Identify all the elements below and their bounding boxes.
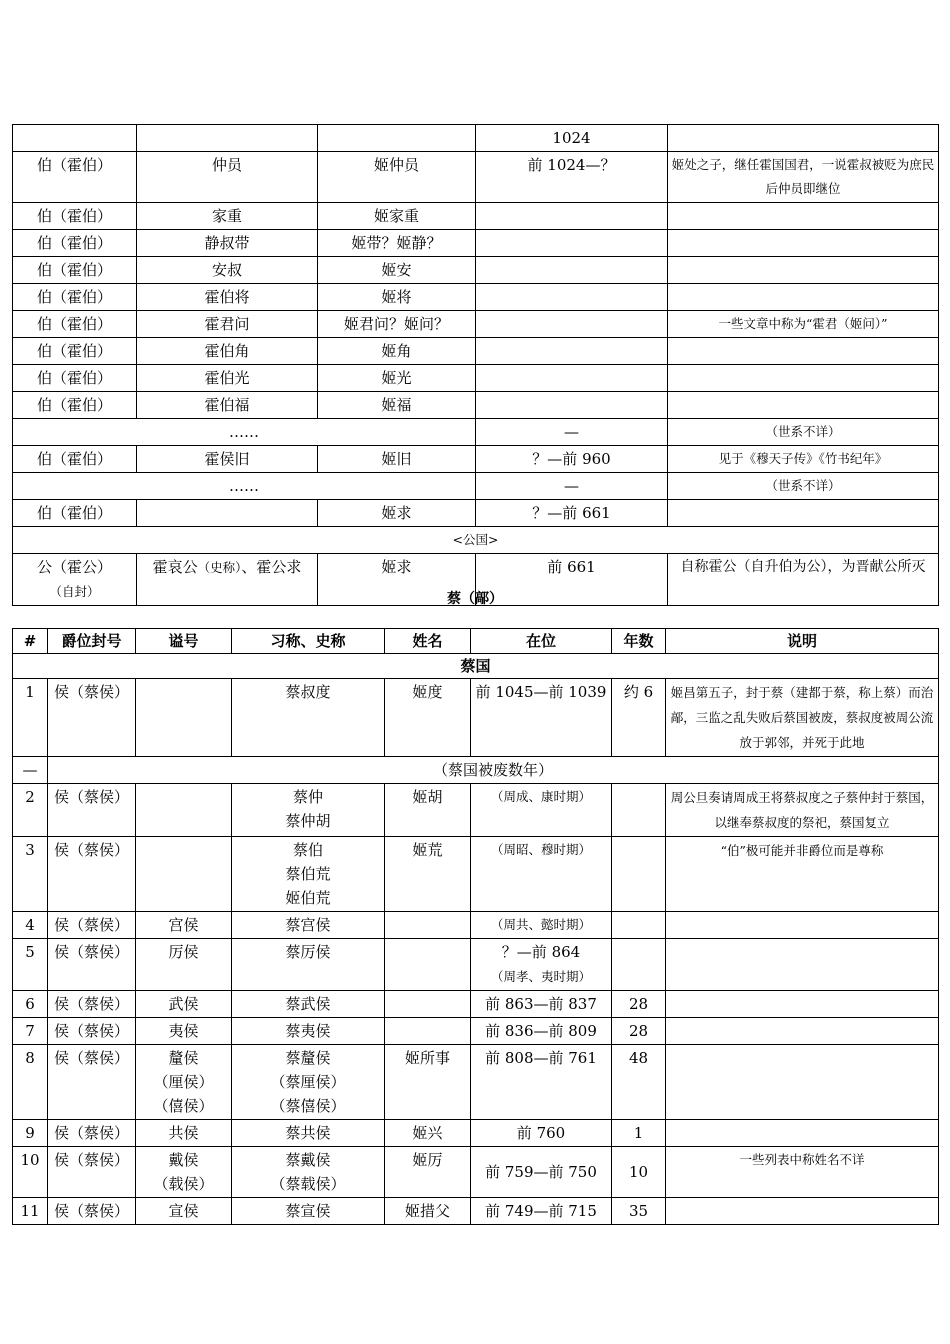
personal-name-cell: 姬求 bbox=[318, 554, 476, 606]
table-row bbox=[13, 257, 939, 284]
personal-name-cell: 姬荒 bbox=[385, 837, 471, 912]
number-cell: 5 bbox=[13, 939, 48, 991]
number-cell: 10 bbox=[13, 1147, 48, 1198]
number-cell: — bbox=[13, 757, 48, 784]
years-cell: 1 bbox=[612, 1120, 666, 1147]
personal-name-cell: 姬求 bbox=[318, 500, 476, 527]
rank-note: （自封） bbox=[49, 584, 100, 599]
name-line: 蔡仲 bbox=[292, 788, 323, 806]
note-cell: 姬处之子，继任霍国国君，一说霍叔被贬为庶民后仲员即继位 bbox=[668, 152, 939, 203]
cai-rulers-table bbox=[12, 628, 939, 1225]
note-cell bbox=[668, 203, 939, 230]
personal-name-cell: 姬胡 bbox=[385, 784, 471, 837]
posthumous-cell: 夷侯 bbox=[136, 1018, 232, 1045]
table-row bbox=[13, 338, 939, 365]
personal-name-cell: 姬所事 bbox=[385, 1045, 471, 1120]
note-cell bbox=[666, 912, 939, 939]
years-cell: 约 6 bbox=[612, 679, 666, 757]
reign-cell: 前 749—前 715 bbox=[471, 1198, 612, 1225]
reign-cell bbox=[471, 939, 612, 991]
reign-cell: 前 760 bbox=[471, 1120, 612, 1147]
common-name-cell: 蔡共侯 bbox=[232, 1120, 385, 1147]
header-notes: 说明 bbox=[666, 629, 939, 654]
section-title: 蔡（鄗） bbox=[447, 591, 503, 607]
ellipsis-cell: …… bbox=[13, 419, 476, 446]
rank-cell: 侯（蔡侯） bbox=[48, 912, 136, 939]
reign-cell: 前 759—前 750 bbox=[471, 1147, 612, 1198]
reign-cell: 前 1045—前 1039 bbox=[471, 679, 612, 757]
note-cell: 自称霍公（自升伯为公），为晋献公所灭 bbox=[668, 554, 939, 606]
table-row bbox=[13, 125, 939, 152]
table-row bbox=[13, 991, 939, 1018]
rank-cell: 伯（霍伯） bbox=[13, 230, 137, 257]
group-row bbox=[13, 654, 939, 679]
common-name-cell: 仲员 bbox=[137, 152, 318, 203]
common-name-cell: 蔡宣侯 bbox=[232, 1198, 385, 1225]
number-cell: 2 bbox=[13, 784, 48, 837]
note-cell bbox=[668, 392, 939, 419]
rank-cell: 伯（霍伯） bbox=[13, 446, 137, 473]
personal-name-cell: 姬度 bbox=[385, 679, 471, 757]
personal-name-cell: 姬角 bbox=[318, 338, 476, 365]
table-row bbox=[13, 446, 939, 473]
posthumous-cell bbox=[136, 679, 232, 757]
table-row bbox=[13, 152, 939, 203]
personal-name-cell: 姬家重 bbox=[318, 203, 476, 230]
posthumous-cell: 共侯 bbox=[136, 1120, 232, 1147]
common-name-b: 、霍公求 bbox=[241, 558, 302, 576]
note-cell: 一些文章中称为“霍君（姬问）” bbox=[668, 311, 939, 338]
cell bbox=[13, 125, 137, 152]
reign-cell: 前 808—前 761 bbox=[471, 1045, 612, 1120]
table-row bbox=[13, 1198, 939, 1225]
personal-name-cell: 姬措父 bbox=[385, 1198, 471, 1225]
posthumous-cell: 宫侯 bbox=[136, 912, 232, 939]
personal-name-cell: 姬福 bbox=[318, 392, 476, 419]
rank-cell: 伯（霍伯） bbox=[13, 311, 137, 338]
table-row bbox=[13, 419, 939, 446]
rank-cell: 侯（蔡侯） bbox=[48, 837, 136, 912]
years-cell bbox=[612, 784, 666, 837]
personal-name-cell: 姬君问？姬问？ bbox=[318, 311, 476, 338]
reign-cell bbox=[476, 338, 668, 365]
table-row bbox=[13, 784, 939, 837]
posthumous-cell: 厉侯 bbox=[136, 939, 232, 991]
posth-line: （厘侯） bbox=[153, 1073, 214, 1091]
table-row bbox=[13, 230, 939, 257]
name-line: （蔡僖侯） bbox=[270, 1097, 346, 1115]
common-name-cell: 蔡厉侯 bbox=[232, 939, 385, 991]
posthumous-cell bbox=[136, 837, 232, 912]
rank-cell: 侯（蔡侯） bbox=[48, 1045, 136, 1120]
note-cell: 周公旦奏请周成王将蔡叔度之子蔡仲封于蔡国，以继奉蔡叔度的祭祀，蔡国复立 bbox=[666, 784, 939, 837]
reign-cell: ？—前 960 bbox=[476, 446, 668, 473]
personal-name-cell: 姬兴 bbox=[385, 1120, 471, 1147]
rank-cell: 侯（蔡侯） bbox=[48, 1018, 136, 1045]
rank-cell: 伯（霍伯） bbox=[13, 152, 137, 203]
personal-name-cell: 姬安 bbox=[318, 257, 476, 284]
table-row bbox=[13, 837, 939, 912]
header-years: 年数 bbox=[612, 629, 666, 654]
posthumous-cell bbox=[136, 1147, 232, 1198]
number-cell: 4 bbox=[13, 912, 48, 939]
years-cell bbox=[612, 912, 666, 939]
personal-name-cell: 姬将 bbox=[318, 284, 476, 311]
personal-name-cell: 姬带？姬静？ bbox=[318, 230, 476, 257]
table-row bbox=[13, 527, 939, 554]
years-cell: 28 bbox=[612, 1018, 666, 1045]
years-cell: 28 bbox=[612, 991, 666, 1018]
header-number: # bbox=[13, 629, 48, 654]
name-line: 蔡戴侯 bbox=[285, 1151, 331, 1169]
rank-cell: 伯（霍伯） bbox=[13, 284, 137, 311]
reign-cell: 前 836—前 809 bbox=[471, 1018, 612, 1045]
table-row bbox=[13, 473, 939, 500]
rank-cell: 伯（霍伯） bbox=[13, 257, 137, 284]
note-cell bbox=[668, 230, 939, 257]
posthumous-cell: 宣侯 bbox=[136, 1198, 232, 1225]
cell bbox=[318, 125, 476, 152]
rank-cell: 伯（霍伯） bbox=[13, 500, 137, 527]
huo-rulers-table bbox=[12, 124, 939, 606]
number-cell: 1 bbox=[13, 679, 48, 757]
note-cell: 一些列表中称姓名不详 bbox=[666, 1147, 939, 1198]
header-posthumous: 谥号 bbox=[136, 629, 232, 654]
common-name-cell: 霍君问 bbox=[137, 311, 318, 338]
reign-cell: — bbox=[476, 419, 668, 446]
table-row bbox=[13, 1018, 939, 1045]
common-name-cell: 蔡叔度 bbox=[232, 679, 385, 757]
common-name-cell: 安叔 bbox=[137, 257, 318, 284]
rank-cell: 侯（蔡侯） bbox=[48, 991, 136, 1018]
reign-cell: 1024 bbox=[476, 125, 668, 152]
reign-cell: （周成、康时期） bbox=[471, 784, 612, 837]
cell bbox=[668, 125, 939, 152]
table-row bbox=[13, 679, 939, 757]
table-row bbox=[13, 203, 939, 230]
table-row bbox=[13, 757, 939, 784]
note-cell: （世系不详） bbox=[668, 473, 939, 500]
common-name-cell: 蔡武侯 bbox=[232, 991, 385, 1018]
common-name-cell bbox=[137, 500, 318, 527]
number-cell: 3 bbox=[13, 837, 48, 912]
common-name-cell bbox=[232, 784, 385, 837]
posth-line: （载侯） bbox=[153, 1175, 214, 1193]
reign-cell: 前 863—前 837 bbox=[471, 991, 612, 1018]
personal-name-cell bbox=[385, 939, 471, 991]
posth-line: 戴侯 bbox=[168, 1151, 199, 1169]
note-cell: “伯”极可能并非爵位而是尊称 bbox=[666, 837, 939, 912]
header-rank: 爵位封号 bbox=[48, 629, 136, 654]
years-cell bbox=[612, 837, 666, 912]
group-title: 蔡国 bbox=[13, 654, 939, 679]
note-cell bbox=[666, 1018, 939, 1045]
number-cell: 9 bbox=[13, 1120, 48, 1147]
rank-cell: 侯（蔡侯） bbox=[48, 1147, 136, 1198]
note-cell bbox=[668, 365, 939, 392]
posth-line: 釐侯 bbox=[168, 1049, 199, 1067]
table-row bbox=[13, 1120, 939, 1147]
rank-cell: 伯（霍伯） bbox=[13, 392, 137, 419]
table-row bbox=[13, 284, 939, 311]
note-cell bbox=[668, 338, 939, 365]
name-line: 姬伯荒 bbox=[285, 889, 331, 907]
abolished-cell: （蔡国被废数年） bbox=[48, 757, 939, 784]
common-name-cell: 霍伯福 bbox=[137, 392, 318, 419]
note-cell bbox=[666, 1120, 939, 1147]
note-cell bbox=[668, 500, 939, 527]
reign-cell: ？—前 661 bbox=[476, 500, 668, 527]
rank-text: 公（霍公） bbox=[36, 558, 112, 576]
number-cell: 7 bbox=[13, 1018, 48, 1045]
personal-name-cell bbox=[385, 1018, 471, 1045]
common-name-cell: 霍侯旧 bbox=[137, 446, 318, 473]
reign-cell bbox=[476, 311, 668, 338]
note-cell bbox=[666, 1198, 939, 1225]
reign-period: （周孝、夷时期） bbox=[490, 969, 591, 984]
common-name-note: （史称） bbox=[197, 560, 242, 575]
personal-name-cell bbox=[385, 912, 471, 939]
reign-line: ？—前 864 bbox=[501, 943, 581, 961]
common-name-cell bbox=[232, 1147, 385, 1198]
posthumous-cell: 武侯 bbox=[136, 991, 232, 1018]
header-common-name: 习称、史称 bbox=[232, 629, 385, 654]
note-cell bbox=[668, 284, 939, 311]
ellipsis-cell: …… bbox=[13, 473, 476, 500]
reign-cell bbox=[476, 203, 668, 230]
table-row bbox=[13, 1147, 939, 1198]
rank-cell: 侯（蔡侯） bbox=[48, 939, 136, 991]
common-name-cell: 蔡夷侯 bbox=[232, 1018, 385, 1045]
years-cell: 48 bbox=[612, 1045, 666, 1120]
table-row bbox=[13, 392, 939, 419]
note-cell bbox=[666, 1045, 939, 1120]
personal-name-cell: 姬仲员 bbox=[318, 152, 476, 203]
table-row bbox=[13, 1045, 939, 1120]
header-reign: 在位 bbox=[471, 629, 612, 654]
personal-name-cell bbox=[385, 991, 471, 1018]
table-row bbox=[13, 912, 939, 939]
years-cell bbox=[612, 939, 666, 991]
name-line: 蔡仲胡 bbox=[285, 812, 331, 830]
name-line: 蔡伯 bbox=[292, 841, 323, 859]
posth-line: （僖侯） bbox=[153, 1097, 214, 1115]
reign-cell bbox=[476, 392, 668, 419]
header-personal-name: 姓名 bbox=[385, 629, 471, 654]
rank-cell: 侯（蔡侯） bbox=[48, 1198, 136, 1225]
common-name-cell: 静叔带 bbox=[137, 230, 318, 257]
personal-name-cell: 姬厉 bbox=[385, 1147, 471, 1198]
reign-cell bbox=[476, 230, 668, 257]
reign-cell: — bbox=[476, 473, 668, 500]
note-cell bbox=[666, 939, 939, 991]
rank-cell: 侯（蔡侯） bbox=[48, 1120, 136, 1147]
common-name-cell: 蔡宫侯 bbox=[232, 912, 385, 939]
reign-cell bbox=[476, 284, 668, 311]
personal-name-cell: 姬光 bbox=[318, 365, 476, 392]
common-name-cell bbox=[232, 837, 385, 912]
rank-cell: 侯（蔡侯） bbox=[48, 784, 136, 837]
reign-cell: 前 661 bbox=[476, 554, 668, 606]
header-row bbox=[13, 629, 939, 654]
name-line: 蔡伯荒 bbox=[285, 865, 331, 883]
duchy-divider-cell: <公国> bbox=[13, 527, 939, 554]
personal-name-cell: 姬旧 bbox=[318, 446, 476, 473]
name-line: （蔡厘侯） bbox=[270, 1073, 346, 1091]
reign-cell: （周昭、穆时期） bbox=[471, 837, 612, 912]
rank-cell: 伯（霍伯） bbox=[13, 338, 137, 365]
table-row bbox=[13, 500, 939, 527]
name-line: （蔡载侯） bbox=[270, 1175, 346, 1193]
reign-cell: （周共、懿时期） bbox=[471, 912, 612, 939]
note-cell bbox=[668, 257, 939, 284]
years-cell: 35 bbox=[612, 1198, 666, 1225]
common-name-cell: 霍伯光 bbox=[137, 365, 318, 392]
note-cell: （世系不详） bbox=[668, 419, 939, 446]
table-row bbox=[13, 939, 939, 991]
years-cell: 10 bbox=[612, 1147, 666, 1198]
rank-cell: 伯（霍伯） bbox=[13, 365, 137, 392]
number-cell: 6 bbox=[13, 991, 48, 1018]
note-cell: 见于《穆天子传》《竹书纪年》 bbox=[668, 446, 939, 473]
common-name-cell: 霍伯将 bbox=[137, 284, 318, 311]
common-name-cell bbox=[232, 1045, 385, 1120]
rank-cell: 伯（霍伯） bbox=[13, 203, 137, 230]
common-name-cell: 家重 bbox=[137, 203, 318, 230]
number-cell: 11 bbox=[13, 1198, 48, 1225]
posthumous-cell bbox=[136, 1045, 232, 1120]
rank-cell: 侯（蔡侯） bbox=[48, 679, 136, 757]
note-cell: 姬昌第五子，封于蔡（建都于蔡，称上蔡）而治鄗，三监之乱失败后蔡国被废，蔡叔度被周公流放于郭邻，并死于此地 bbox=[666, 679, 939, 757]
table-row bbox=[13, 365, 939, 392]
reign-cell: 前 1024—？ bbox=[476, 152, 668, 203]
cell bbox=[137, 125, 318, 152]
posthumous-cell bbox=[136, 784, 232, 837]
reign-cell bbox=[476, 365, 668, 392]
reign-cell bbox=[476, 257, 668, 284]
name-line: 蔡釐侯 bbox=[285, 1049, 331, 1067]
table-row bbox=[13, 311, 939, 338]
common-name-cell: 霍伯角 bbox=[137, 338, 318, 365]
common-name-a: 霍哀公 bbox=[152, 558, 198, 576]
number-cell: 8 bbox=[13, 1045, 48, 1120]
note-cell bbox=[666, 991, 939, 1018]
